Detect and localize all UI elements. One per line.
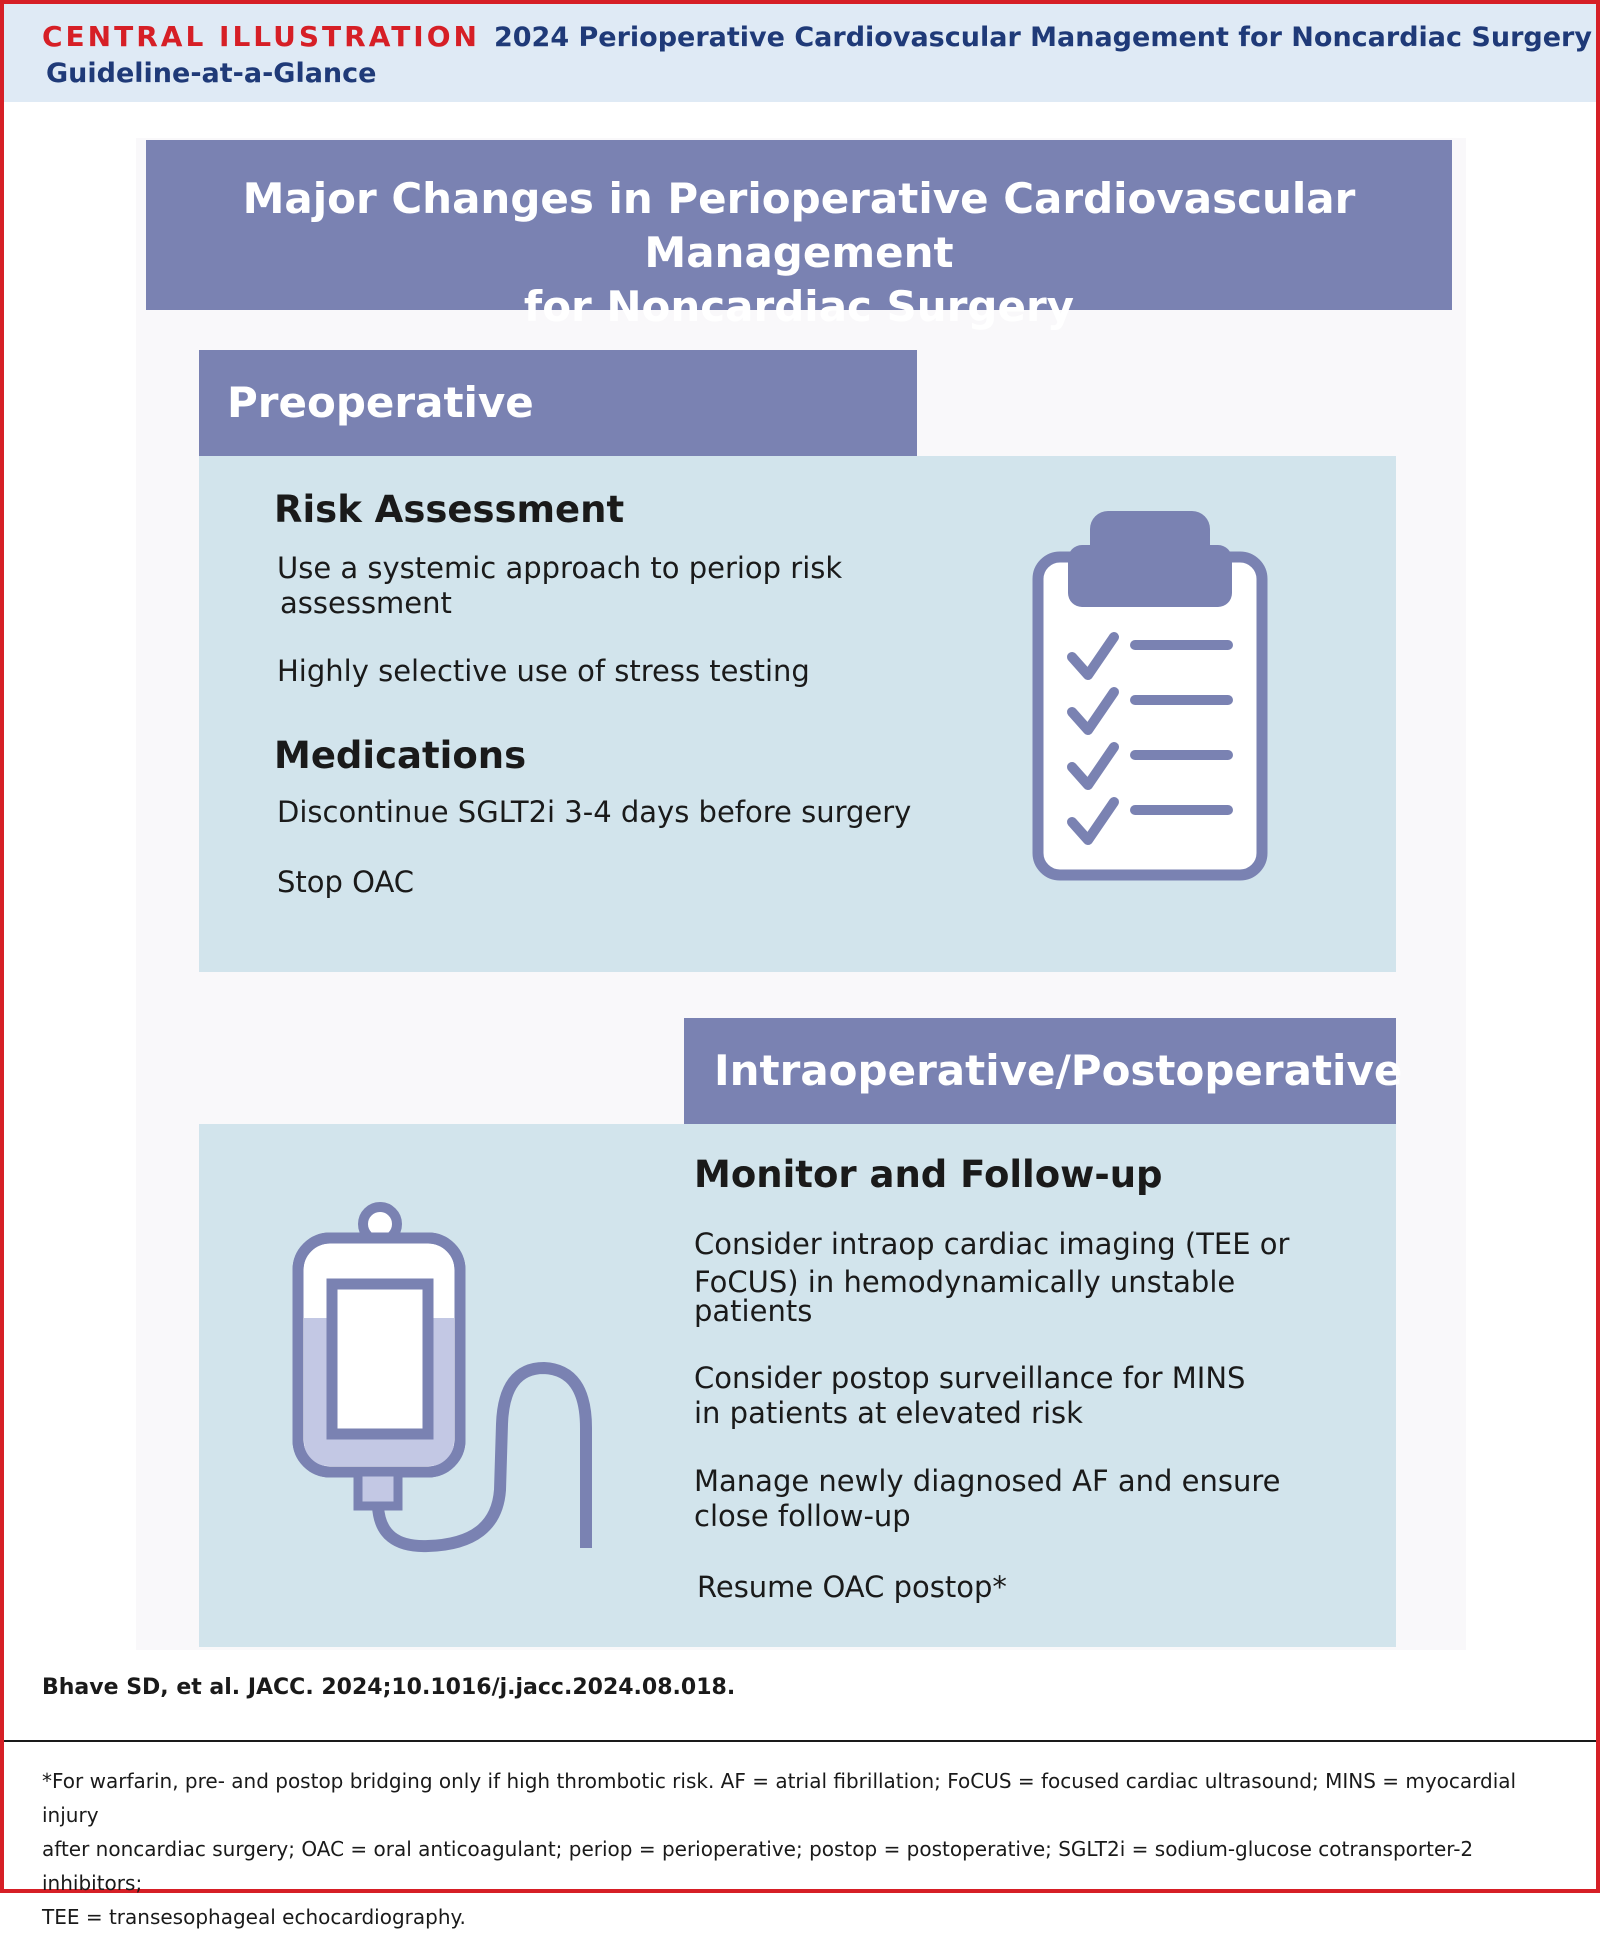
followup-item-1-line-3: patients — [694, 1294, 813, 1328]
citation: Bhave SD, et al. JACC. 2024;10.1016/j.jacc.2024.08.018. — [42, 1675, 736, 1700]
risk-item-1-line-1: Use a systemic approach to periop risk — [277, 551, 843, 585]
header-kicker: CENTRAL ILLUSTRATION — [42, 20, 480, 53]
clipboard-checklist-icon — [1030, 505, 1270, 889]
risk-assessment-heading: Risk Assessment — [274, 488, 625, 531]
followup-item-1-line-1: Consider intraop cardiac imaging (TEE or — [694, 1227, 1290, 1261]
medication-item-2: Stop OAC — [277, 865, 415, 899]
intraoperative-tab: Intraoperative/Postoperative — [684, 1018, 1396, 1124]
followup-item-2-line-1: Consider postop surveillance for MINS — [694, 1361, 1246, 1395]
followup-item-1-line-2: FoCUS) in hemodynamically unstable — [694, 1265, 1236, 1299]
main-title-banner — [146, 140, 1452, 331]
header-line-1 — [42, 20, 1592, 53]
followup-item-3-line-2: close follow-up — [694, 1499, 911, 1533]
header-subtitle: Guideline-at-a-Glance — [46, 58, 377, 89]
risk-item-2: Highly selective use of stress testing — [277, 654, 810, 688]
followup-item-4: Resume OAC postop* — [697, 1570, 1007, 1604]
main-title-line-1: Major Changes in Perioperative Cardiovascular Management — [242, 174, 1356, 277]
footnote-line-3: TEE = transesophageal echocardiography. — [42, 1905, 466, 1929]
medication-item-1: Discontinue SGLT2i 3-4 days before surgery — [277, 795, 912, 829]
risk-item-1-line-2: assessment — [280, 586, 452, 620]
medications-heading: Medications — [274, 734, 527, 777]
footer-divider — [4, 1740, 1596, 1742]
monitor-followup-heading: Monitor and Follow-up — [694, 1153, 1163, 1196]
footnote-line-2: after noncardiac surgery; OAC = oral anticoagulant; periop = perioperative; postop = postoperative; SGLT2i = sodium-glucose cotransporter-2 inhibitors; — [42, 1837, 1474, 1895]
abbreviations-footnote — [42, 1764, 1562, 1934]
header-bar — [4, 4, 1596, 102]
followup-item-3-line-1: Manage newly diagnosed AF and ensure — [694, 1464, 1281, 1498]
preoperative-tab: Preoperative — [199, 350, 917, 456]
main-title-line-2: for Noncardiac Surgery — [523, 282, 1075, 331]
followup-item-2-line-2: in patients at elevated risk — [694, 1396, 1083, 1430]
footnote-line-1: *For warfarin, pre- and postop bridging only if high thrombotic risk. AF = atrial fibrillation; FoCUS = focused cardiac ultrasound; MINS = myocardial injury — [42, 1769, 1517, 1827]
iv-bag-icon — [288, 1200, 608, 1564]
header-title: 2024 Perioperative Cardiovascular Management for Noncardiac Surgery — [493, 22, 1592, 53]
